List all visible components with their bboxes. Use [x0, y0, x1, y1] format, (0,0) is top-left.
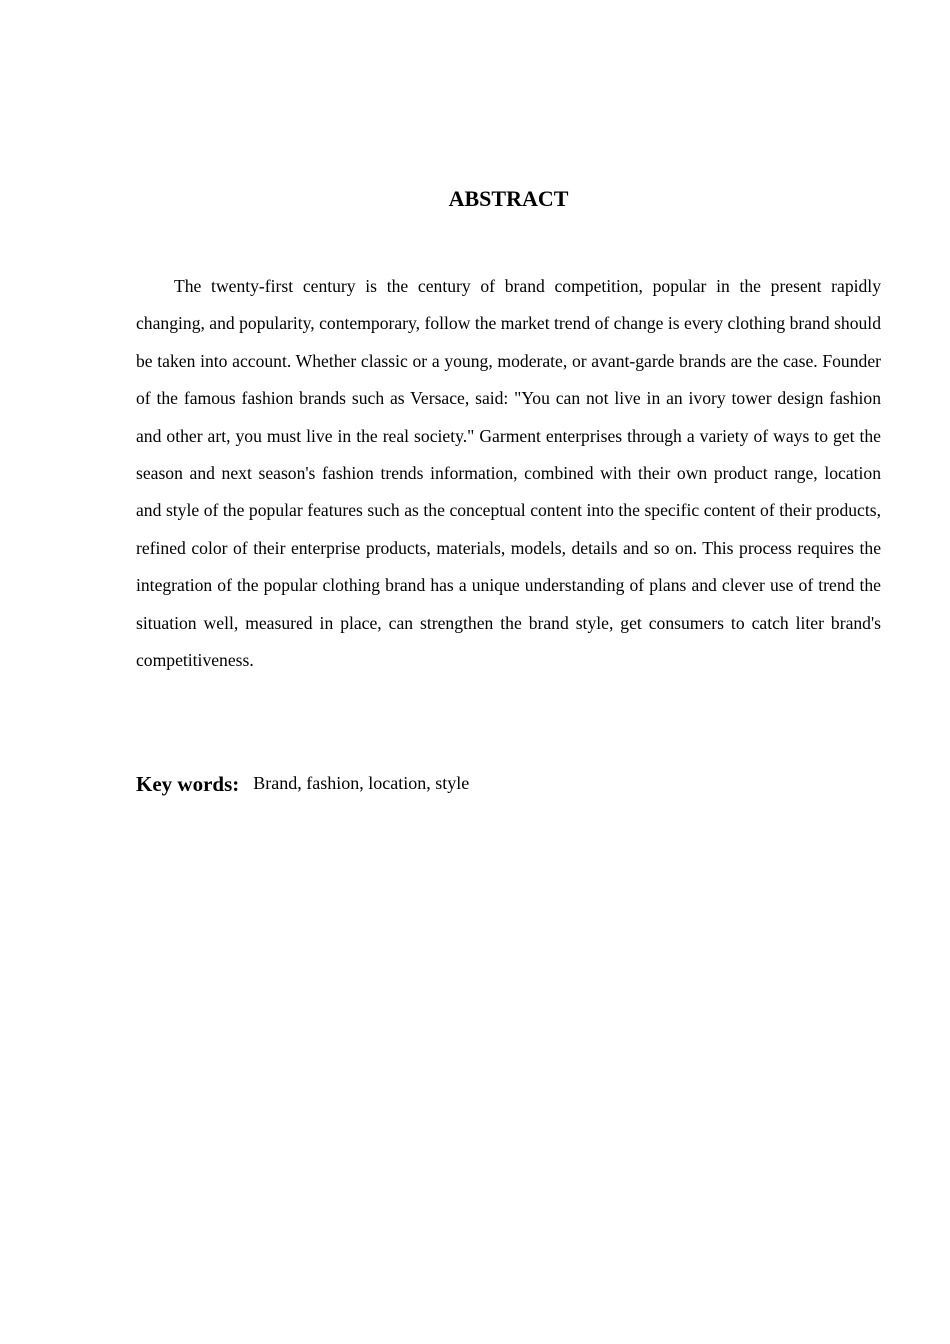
- keywords-line: [136, 772, 881, 797]
- keywords-label: Key words:: [136, 772, 240, 796]
- abstract-body: The twenty-first century is the century of brand competition, popular in the present rapidly changing, and popularity, contemporary, follow the market trend of change is every clothing brand should be taken into account. Whether classic or a young, moderate, or avant-garde brands are the case. Founder of the famous fashion brands such as Versace, said: "You can not live in an ivory tower design fashion and other art, you must live in the real society." Garment enterprises through a variety of ways to get the season and next season's fashion trends information, combined with their own product range, location and style of the popular features such as the conceptual content into the specific content of their products, refined color of their enterprise products, materials, models, details and so on. This process requires the integration of the popular clothing brand has a unique understanding of plans and clever use of trend the situation well, measured in place, can strengthen the brand style, get consumers to catch liter brand's competitiveness.: [136, 276, 881, 671]
- keywords-value: Brand, fashion, location, style: [253, 773, 470, 793]
- abstract-title: ABSTRACT: [448, 186, 569, 211]
